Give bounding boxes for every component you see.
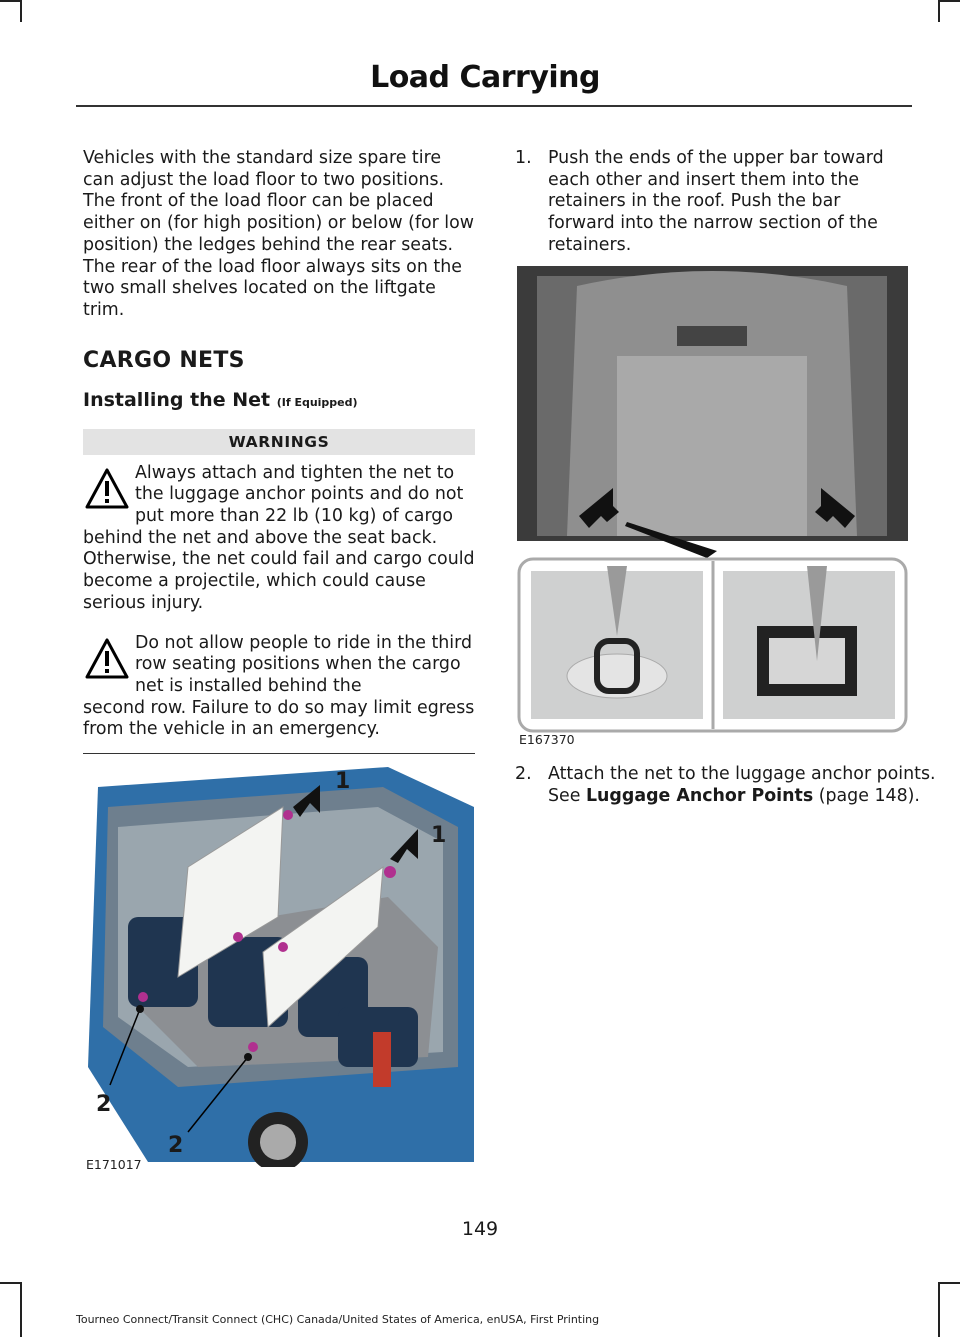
- step-2-text: Attach the net to the luggage anchor points. See: [548, 764, 936, 806]
- warning-1-text: Always attach and tighten the net to the luggage anchor points and do not put more than 22 lb (10 kg) of cargo: [135, 462, 464, 527]
- callout-label: 1: [335, 769, 351, 794]
- intro-paragraph: Vehicles with the standard size spare tire can adjust the load floor to two positions. The front of the load floor can be placed either on (for high position) or below (for low position) the ledges behind the rear seats. The rear of the load floor always sits on the two small shelves located on the liftgate trim.: [83, 148, 475, 320]
- crop-mark: [20, 0, 22, 22]
- step-1-text: Push the ends of the upper bar toward each other and insert them into the retainers in the roof. Push the bar forward into the narrow section of the retainers.: [548, 148, 884, 255]
- page-number: 149: [461, 1218, 499, 1240]
- crop-mark: [938, 1282, 960, 1284]
- crop-mark: [0, 1282, 22, 1284]
- callout-label: 1: [431, 823, 447, 848]
- step-2-page-ref: (page 148).: [813, 785, 920, 806]
- warning-2-continued: second row. Failure to do so may limit egress from the vehicle in an emergency.: [83, 697, 475, 740]
- warning-1: [83, 463, 475, 615]
- crop-mark: [20, 1282, 22, 1337]
- footer-text: Tourneo Connect/Transit Connect (CHC) Canada/United States of America, enUSA, First Printing: [76, 1313, 600, 1326]
- crop-mark: [938, 1282, 940, 1337]
- warnings-header: WARNINGS: [83, 429, 475, 455]
- step-1: [515, 148, 910, 257]
- vehicle-cutaway-image: [88, 767, 474, 1167]
- subsection-title: [83, 389, 475, 411]
- section-title: CARGO NETS: [83, 347, 245, 373]
- roof-retainer-illustration: [517, 266, 908, 747]
- crop-mark: [0, 0, 22, 2]
- cargo-net-vehicle-illustration: [86, 767, 474, 1172]
- warning-triangle-icon: [85, 467, 129, 511]
- header-rule: [76, 105, 912, 107]
- left-column: [83, 148, 475, 754]
- figure-code: E171017: [86, 1157, 142, 1172]
- crop-mark: [938, 0, 940, 22]
- callout-label: 2: [168, 1133, 184, 1158]
- subsection-note: (If Equipped): [276, 395, 358, 409]
- callout-label: 2: [96, 1092, 112, 1117]
- step-1-number: 1.: [515, 148, 532, 168]
- step-2-number: 2.: [515, 764, 532, 784]
- warnings-rule: [83, 753, 475, 754]
- crop-mark: [938, 0, 960, 2]
- warning-2: [83, 633, 475, 742]
- warning-1-continued: behind the net and above the seat back. Otherwise, the net could fail and cargo could become a projectile, which could cause serious injury.: [83, 527, 475, 613]
- warning-2-text: Do not allow people to ride in the third row seating positions when the cargo net is installed behind the: [135, 632, 472, 696]
- subsection-title-text: Installing the Net: [83, 388, 271, 411]
- step-2: [515, 764, 943, 807]
- retainer-image: [517, 266, 908, 736]
- figure-code: E167370: [519, 732, 575, 747]
- luggage-anchor-points-link[interactable]: Luggage Anchor Points: [585, 785, 814, 806]
- page-title: Load Carrying: [370, 60, 600, 95]
- right-column: [515, 148, 910, 257]
- warning-triangle-icon: [85, 637, 129, 681]
